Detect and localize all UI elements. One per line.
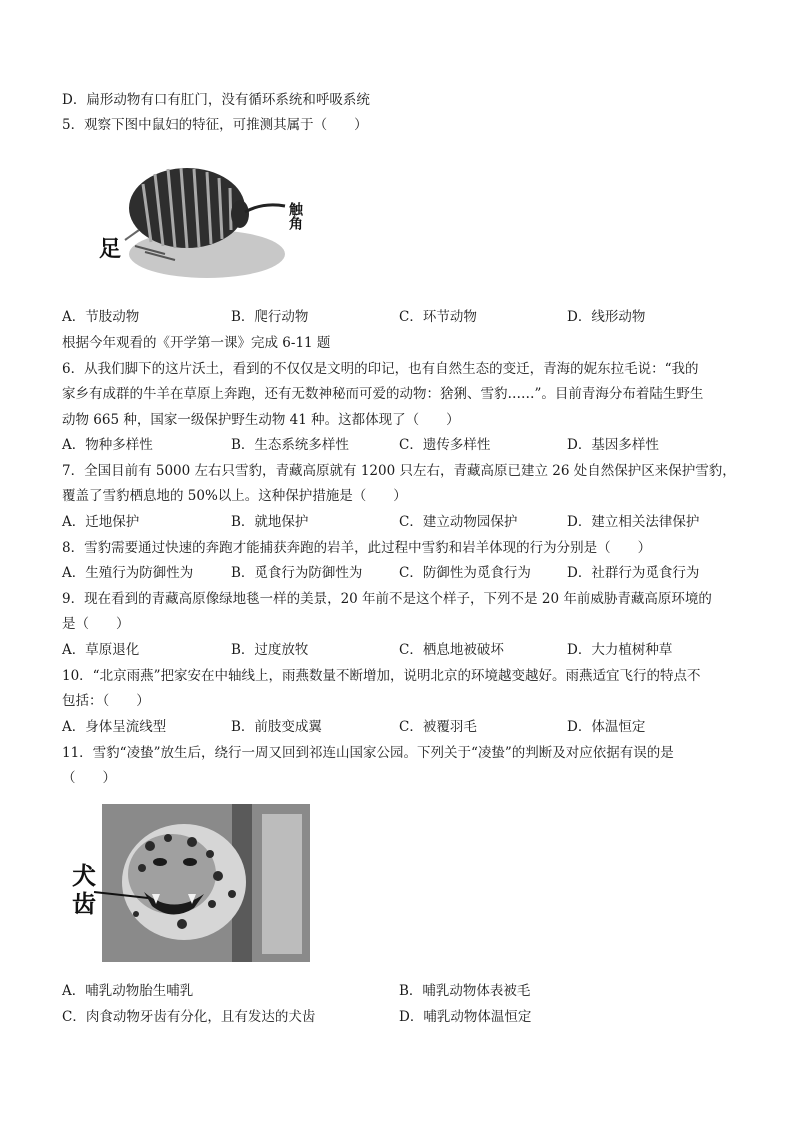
q11-option-b[interactable]: B．哺乳动物体表被毛 [399, 983, 531, 999]
q11-stem-line2: （ ） [62, 770, 116, 786]
q9-option-b[interactable]: B．过度放牧 [231, 642, 309, 658]
q5-option-d[interactable]: D．线形动物 [567, 309, 646, 325]
q7-option-b[interactable]: B．就地保护 [231, 514, 309, 530]
q6-stem-line2: 家乡有成群的牛羊在草原上奔跑，还有无数神秘而可爱的动物：猞猁、雪豹……”。目前青海分布着陆生野生 [62, 386, 704, 402]
q9-options [62, 641, 742, 659]
q8-stem: 8．雪豹需要通过快速的奔跑才能捕获奔跑的岩羊，此过程中雪豹和岩羊体现的行为分别是（ ） [62, 540, 652, 556]
q10-option-a[interactable]: A．身体呈流线型 [62, 719, 167, 735]
q6-option-b[interactable]: B．生态系统多样性 [231, 437, 349, 453]
q10-option-b[interactable]: B．前肢变成翼 [231, 719, 322, 735]
q11-option-d[interactable]: D．哺乳动物体温恒定 [399, 1009, 532, 1025]
q7-stem-line2: 覆盖了雪豹栖息地的 50%以上。这种保护措施是（ ） [62, 488, 407, 504]
q6-stem-line1: 6．从我们脚下的这片沃土，看到的不仅仅是文明的印记，也有自然生态的变迁，青海的妮东拉毛说：“我的 [62, 361, 699, 377]
q8-option-a[interactable]: A．生殖行为防御性为 [62, 565, 194, 581]
pillbug-label-antenna: 触角 [287, 202, 303, 230]
pillbug-image [95, 150, 310, 290]
q9-stem-line2: 是（ ） [62, 616, 130, 632]
q11-option-a[interactable]: A．哺乳动物胎生哺乳 [62, 983, 194, 999]
q10-stem-line1: 10．“北京雨燕”把家安在中轴线上，雨燕数量不断增加，说明北京的环境越变越好。雨燕适宜飞行的特点不 [62, 668, 701, 684]
q5-option-a[interactable]: A．节肢动物 [62, 309, 140, 325]
q7-options [62, 513, 742, 531]
q6-option-c[interactable]: C．遗传多样性 [399, 437, 491, 453]
q8-option-c[interactable]: C．防御性为觅食行为 [399, 565, 531, 581]
snow-leopard-figure [72, 804, 312, 964]
q9-option-c[interactable]: C．栖息地被破坏 [399, 642, 504, 658]
q7-option-d[interactable]: D．建立相关法律保护 [567, 514, 700, 530]
q11-options-row2 [62, 1008, 742, 1026]
q6-option-d[interactable]: D．基因多样性 [567, 437, 659, 453]
q8-option-b[interactable]: B．觅食行为防御性为 [231, 565, 363, 581]
q5-options [62, 308, 742, 326]
q11-options-row1 [62, 982, 742, 1000]
q10-options [62, 718, 742, 736]
q11-option-c[interactable]: C．肉食动物牙齿有分化，且有发达的犬齿 [62, 1009, 316, 1025]
q9-option-d[interactable]: D．大力植树种草 [567, 642, 673, 658]
q7-stem-line1: 7．全国目前有 5000 左右只雪豹，青藏高原就有 1200 只左右，青藏高原已建立 26 处自然保护区来保护雪豹， [62, 463, 736, 479]
q10-option-d[interactable]: D．体温恒定 [567, 719, 646, 735]
snow-leopard-image [72, 804, 312, 964]
section-intro: 根据今年观看的《开学第一课》完成 6-11 题 [62, 335, 331, 351]
q7-option-c[interactable]: C．建立动物园保护 [399, 514, 518, 530]
q8-option-d[interactable]: D．社群行为觅食行为 [567, 565, 700, 581]
q10-option-c[interactable]: C．被覆羽毛 [399, 719, 477, 735]
canine-label-2: 齿 [72, 890, 96, 918]
pillbug-figure [95, 150, 310, 290]
q6-option-a[interactable]: A．物种多样性 [62, 437, 153, 453]
q4-option-d: D．扁形动物有口有肛门，没有循环系统和呼吸系统 [62, 92, 370, 108]
q9-stem-line1: 9．现在看到的青藏高原像绿地毯一样的美景，20 年前不是这个样子，下列不是 20 年前威胁青藏高原环境的 [62, 591, 712, 607]
q5-stem: 5．观察下图中鼠妇的特征，可推测其属于（ ） [62, 117, 368, 133]
q10-stem-line2: 包括：（ ） [62, 693, 150, 709]
q7-option-a[interactable]: A．迁地保护 [62, 514, 140, 530]
q6-options [62, 436, 742, 454]
q5-option-b[interactable]: B．爬行动物 [231, 309, 309, 325]
pillbug-label-foot: 足 [99, 237, 122, 262]
q8-options [62, 564, 742, 582]
q11-stem-line1: 11．雪豹“凌蛰”放生后，绕行一周又回到祁连山国家公园。下列关于“凌蛰”的判断及对应依据有误的是 [62, 745, 674, 761]
canine-label-1: 犬 [72, 862, 96, 890]
q6-stem-line3: 动物 665 种，国家一级保护野生动物 41 种。这都体现了（ ） [62, 412, 460, 428]
q5-option-c[interactable]: C．环节动物 [399, 309, 477, 325]
q9-option-a[interactable]: A．草原退化 [62, 642, 140, 658]
